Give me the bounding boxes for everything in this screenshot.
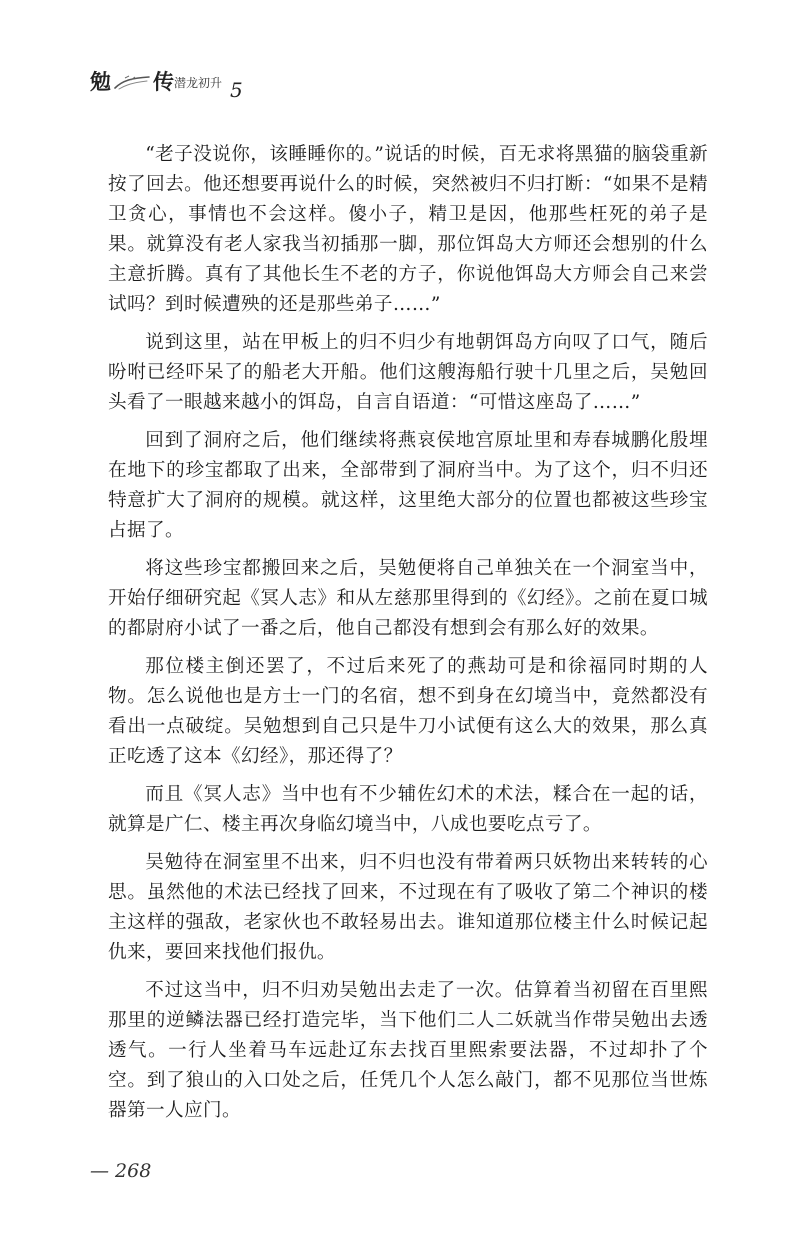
- paragraph: 而且《冥人志》当中也有不少辅佐幻术的术法，糅合在一起的话，就算是广仁、楼主再次身临幻境当中，八成也要吃点亏了。: [108, 784, 708, 835]
- paragraph: 那位楼主倒还罢了，不过后来死了的燕劫可是和徐福同时期的人物。怎么说他也是方士一门的名宿，想不到身在幻境当中，竟然都没有看出一点破绽。吴勉想到自己只是牛刀小试便有这么大的效果，那么真正吃透了这本《幻经》，那还得了？: [108, 656, 708, 767]
- header-volume-number: 5: [230, 78, 243, 102]
- running-header: [90, 62, 243, 102]
- page-number: — 268: [90, 1160, 152, 1182]
- paragraph: “老子没说你，该睡睡你的。”说话的时候，百无求将黑猫的脑袋重新按了回去。他还想要再说什么的时候，突然被归不归打断：“如果不是精卫贪心，事情也不会这样。傻小子，精卫是因，他那些枉死的弟子是果。就算没有老人家我当初插那一脚，那位饵岛大方师还会想别的什么主意折腾。真有了其他长生不老的方子，你说他饵岛大方师会自己来尝试吗？到时候遭殃的还是那些弟子……”: [108, 144, 708, 315]
- paragraph: 不过这当中，归不归劝吴勉出去走了一次。估算着当初留在百里熙那里的逆鳞法器已经打造完毕，当下他们二人二妖就当作带吴勉出去透透气。一行人坐着马车远赴辽东去找百里熙索要法器，不过却扑了个空。到了狼山的入口处之后，任凭几个人怎么敲门，都不见那位当世炼器第一人应门。: [108, 980, 708, 1121]
- paragraph: 吴勉待在洞室里不出来，归不归也没有带着两只妖物出来转转的心思。虽然他的术法已经找了回来，不过现在有了吸收了第二个神识的楼主这样的强敌，老家伙也不敢轻易出去。谁知道那位楼主什么时候记起仇来，要回来找他们报仇。: [108, 852, 708, 963]
- chapter-body: [108, 140, 708, 1134]
- paragraph: 说到这里，站在甲板上的归不归少有地朝饵岛方向叹了口气，随后吩咐已经吓呆了的船老大开船。他们这艘海船行驶十几里之后，吴勉回头看了一眼越来越小的饵岛，自言自语道：“可惜这座岛了……”: [108, 332, 708, 413]
- header-subtitle: 潜龙初升: [174, 76, 223, 90]
- header-title-char-2: 传: [153, 69, 174, 94]
- paragraph: 回到了洞府之后，他们继续将燕哀侯地宫原址里和寿春城鹏化殷埋在地下的珍宝都取了出来，全部带到了洞府当中。为了这个，归不归还特意扩大了洞府的规模。就这样，这里绝大部分的位置也都被这些珍宝占据了。: [108, 430, 708, 541]
- paragraph: 将这些珍宝都搬回来之后，吴勉便将自己单独关在一个洞室当中，开始仔细研究起《冥人志》和从左慈那里得到的《幻经》。之前在夏口城的都尉府小试了一番之后，他自己都没有想到会有那么好的效果。: [108, 558, 708, 639]
- brush-stroke-icon: [113, 74, 151, 92]
- header-title-char-1: 勉: [90, 69, 111, 94]
